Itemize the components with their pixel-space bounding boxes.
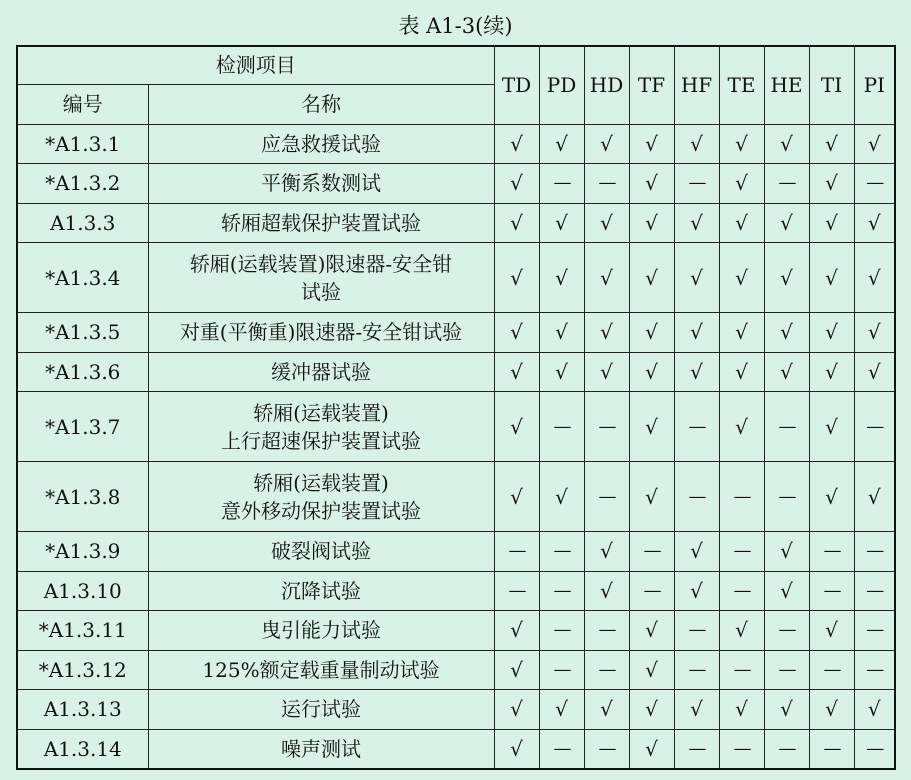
dash-mark: —: [584, 164, 629, 204]
check-mark: √: [764, 203, 809, 243]
item-id: *A1.3.2: [17, 164, 148, 204]
item-id: A1.3.10: [17, 571, 148, 611]
item-id: *A1.3.6: [17, 352, 148, 392]
dash-mark: —: [719, 462, 764, 532]
check-mark: √: [674, 690, 719, 730]
check-mark: √: [584, 203, 629, 243]
header-type-pd: PD: [539, 46, 584, 124]
dash-mark: —: [674, 650, 719, 690]
check-mark: √: [809, 462, 854, 532]
check-mark: √: [539, 352, 584, 392]
header-type-tf: TF: [629, 46, 674, 124]
check-mark: √: [764, 313, 809, 353]
check-mark: √: [584, 690, 629, 730]
item-name-line: 应急救援试验: [261, 131, 381, 156]
check-mark: √: [854, 124, 895, 164]
dash-mark: —: [674, 462, 719, 532]
check-mark: √: [629, 611, 674, 651]
item-name: [148, 243, 494, 313]
check-mark: √: [494, 352, 539, 392]
item-id: *A1.3.4: [17, 243, 148, 313]
check-mark: √: [854, 313, 895, 353]
check-mark: √: [584, 124, 629, 164]
inspection-items-table: [16, 45, 896, 770]
check-mark: √: [494, 611, 539, 651]
table-row: [17, 313, 895, 353]
dash-mark: —: [584, 729, 629, 769]
header-type-pi: PI: [854, 46, 895, 124]
check-mark: √: [494, 313, 539, 353]
table-row: [17, 203, 895, 243]
table-row: [17, 352, 895, 392]
item-id: *A1.3.8: [17, 462, 148, 532]
check-mark: √: [719, 203, 764, 243]
dash-mark: —: [719, 650, 764, 690]
dash-mark: —: [854, 729, 895, 769]
item-name: [148, 571, 494, 611]
check-mark: √: [494, 690, 539, 730]
check-mark: √: [539, 203, 584, 243]
header-type-he: HE: [764, 46, 809, 124]
check-mark: √: [809, 611, 854, 651]
header-type-td: TD: [494, 46, 539, 124]
dash-mark: —: [809, 650, 854, 690]
item-id: *A1.3.12: [17, 650, 148, 690]
dash-mark: —: [584, 392, 629, 462]
item-name: [148, 352, 494, 392]
item-name-line: 曳引能力试验: [261, 618, 381, 643]
item-name-line: 试验: [301, 279, 341, 304]
item-name-line: 轿厢(运载装置): [253, 470, 389, 495]
check-mark: √: [674, 203, 719, 243]
check-mark: √: [629, 462, 674, 532]
item-name-line: 对重(平衡重)限速器-安全钳试验: [179, 320, 463, 345]
dash-mark: —: [764, 650, 809, 690]
table-row: [17, 532, 895, 572]
check-mark: √: [719, 313, 764, 353]
dash-mark: —: [629, 571, 674, 611]
dash-mark: —: [674, 729, 719, 769]
dash-mark: —: [719, 532, 764, 572]
check-mark: √: [764, 690, 809, 730]
table-row: [17, 729, 895, 769]
dash-mark: —: [854, 611, 895, 651]
dash-mark: —: [674, 164, 719, 204]
check-mark: √: [629, 690, 674, 730]
check-mark: √: [629, 313, 674, 353]
check-mark: √: [809, 243, 854, 313]
item-name: [148, 532, 494, 572]
item-id: *A1.3.5: [17, 313, 148, 353]
check-mark: √: [809, 313, 854, 353]
table-row: [17, 392, 895, 462]
dash-mark: —: [764, 462, 809, 532]
check-mark: √: [854, 352, 895, 392]
check-mark: √: [854, 690, 895, 730]
check-mark: √: [629, 164, 674, 204]
table-body: [17, 124, 895, 769]
check-mark: √: [494, 124, 539, 164]
check-mark: √: [674, 243, 719, 313]
dash-mark: —: [764, 164, 809, 204]
check-mark: √: [539, 313, 584, 353]
check-mark: √: [539, 124, 584, 164]
check-mark: √: [764, 352, 809, 392]
item-name-line: 运行试验: [281, 697, 361, 722]
dash-mark: —: [764, 392, 809, 462]
check-mark: √: [764, 532, 809, 572]
dash-mark: —: [854, 650, 895, 690]
check-mark: √: [584, 532, 629, 572]
check-mark: √: [494, 650, 539, 690]
check-mark: √: [494, 243, 539, 313]
header-inspection-items: 检测项目: [17, 46, 494, 84]
check-mark: √: [719, 164, 764, 204]
item-name: [148, 313, 494, 353]
dash-mark: —: [719, 571, 764, 611]
header-type-hf: HF: [674, 46, 719, 124]
item-name: [148, 690, 494, 730]
item-name-line: 破裂阀试验: [271, 539, 371, 564]
check-mark: √: [809, 352, 854, 392]
check-mark: √: [629, 650, 674, 690]
check-mark: √: [629, 243, 674, 313]
item-name-line: 125%额定载重量制动试验: [202, 657, 440, 682]
check-mark: √: [809, 392, 854, 462]
header-name: 名称: [148, 84, 494, 124]
table-row: [17, 650, 895, 690]
dash-mark: —: [629, 532, 674, 572]
dash-mark: —: [584, 462, 629, 532]
check-mark: √: [764, 124, 809, 164]
header-type-ti: TI: [809, 46, 854, 124]
dash-mark: —: [719, 729, 764, 769]
item-name-line: 缓冲器试验: [271, 359, 371, 384]
dash-mark: —: [764, 729, 809, 769]
table-row: [17, 243, 895, 313]
item-id: A1.3.3: [17, 203, 148, 243]
item-name-line: 沉降试验: [281, 578, 361, 603]
check-mark: √: [584, 571, 629, 611]
dash-mark: —: [539, 392, 584, 462]
dash-mark: —: [539, 729, 584, 769]
item-name: [148, 462, 494, 532]
check-mark: √: [584, 313, 629, 353]
item-name: [148, 392, 494, 462]
check-mark: √: [764, 571, 809, 611]
dash-mark: —: [854, 392, 895, 462]
check-mark: √: [719, 611, 764, 651]
check-mark: √: [719, 690, 764, 730]
check-mark: √: [809, 164, 854, 204]
item-name: [148, 650, 494, 690]
check-mark: √: [674, 124, 719, 164]
check-mark: √: [854, 203, 895, 243]
check-mark: √: [494, 729, 539, 769]
dash-mark: —: [809, 729, 854, 769]
check-mark: √: [494, 164, 539, 204]
item-id: *A1.3.11: [17, 611, 148, 651]
item-name-line: 轿厢(运载装置)限速器-安全钳: [189, 251, 453, 276]
check-mark: √: [629, 729, 674, 769]
check-mark: √: [674, 532, 719, 572]
item-name: [148, 611, 494, 651]
check-mark: √: [719, 124, 764, 164]
item-name: [148, 729, 494, 769]
check-mark: √: [854, 462, 895, 532]
dash-mark: —: [539, 611, 584, 651]
dash-mark: —: [539, 164, 584, 204]
check-mark: √: [494, 462, 539, 532]
check-mark: √: [629, 203, 674, 243]
check-mark: √: [494, 392, 539, 462]
check-mark: √: [584, 243, 629, 313]
item-id: A1.3.13: [17, 690, 148, 730]
check-mark: √: [629, 124, 674, 164]
check-mark: √: [674, 571, 719, 611]
dash-mark: —: [809, 571, 854, 611]
check-mark: √: [719, 352, 764, 392]
header-id: 编号: [17, 84, 148, 124]
dash-mark: —: [539, 571, 584, 611]
check-mark: √: [494, 203, 539, 243]
dash-mark: —: [539, 532, 584, 572]
item-name-line: 轿厢(运载装置): [253, 400, 389, 425]
table-row: [17, 571, 895, 611]
header-type-hd: HD: [584, 46, 629, 124]
check-mark: √: [674, 352, 719, 392]
dash-mark: —: [764, 611, 809, 651]
item-name-line: 意外移动保护装置试验: [221, 498, 421, 523]
item-id: *A1.3.7: [17, 392, 148, 462]
check-mark: √: [539, 690, 584, 730]
item-name: [148, 124, 494, 164]
dash-mark: —: [494, 532, 539, 572]
check-mark: √: [809, 124, 854, 164]
dash-mark: —: [494, 571, 539, 611]
item-id: A1.3.14: [17, 729, 148, 769]
dash-mark: —: [854, 532, 895, 572]
check-mark: √: [539, 243, 584, 313]
dash-mark: —: [584, 650, 629, 690]
item-name-line: 噪声测试: [281, 736, 361, 761]
item-id: *A1.3.9: [17, 532, 148, 572]
item-name-line: 轿厢超载保护装置试验: [221, 210, 421, 235]
dash-mark: —: [584, 611, 629, 651]
check-mark: √: [539, 462, 584, 532]
dash-mark: —: [539, 650, 584, 690]
header-type-te: TE: [719, 46, 764, 124]
item-name: [148, 164, 494, 204]
check-mark: √: [764, 243, 809, 313]
dash-mark: —: [854, 164, 895, 204]
item-name: [148, 203, 494, 243]
check-mark: √: [854, 243, 895, 313]
table-row: [17, 124, 895, 164]
check-mark: √: [719, 392, 764, 462]
check-mark: √: [629, 352, 674, 392]
table-row: [17, 164, 895, 204]
dash-mark: —: [809, 532, 854, 572]
check-mark: √: [584, 352, 629, 392]
table-row: [17, 462, 895, 532]
item-name-line: 平衡系数测试: [261, 171, 381, 196]
item-id: *A1.3.1: [17, 124, 148, 164]
table-row: [17, 611, 895, 651]
table-caption: 表 A1-3(续): [398, 14, 513, 38]
check-mark: √: [809, 203, 854, 243]
dash-mark: —: [674, 611, 719, 651]
check-mark: √: [629, 392, 674, 462]
check-mark: √: [719, 243, 764, 313]
table-row: [17, 690, 895, 730]
dash-mark: —: [674, 392, 719, 462]
item-name-line: 上行超速保护装置试验: [221, 428, 421, 453]
check-mark: √: [809, 690, 854, 730]
dash-mark: —: [854, 571, 895, 611]
check-mark: √: [674, 313, 719, 353]
